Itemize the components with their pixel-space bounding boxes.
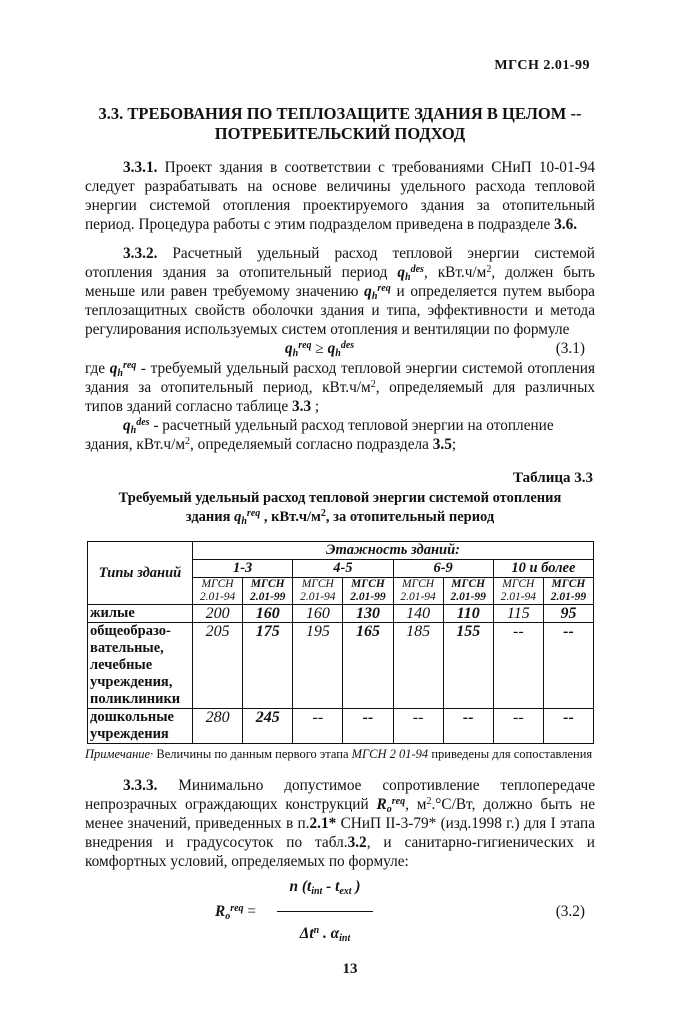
- note-reference: МГСН 2 01-94: [351, 747, 429, 761]
- text-segment: req: [391, 796, 406, 807]
- formula-symbol: q: [285, 340, 293, 357]
- note-text: приведены для сопоставления: [428, 747, 593, 761]
- text-segment: 2.1*: [309, 815, 337, 832]
- note-label: Примечание·: [85, 747, 154, 761]
- norm-header-line: 2.01-94: [199, 591, 236, 603]
- table-cell: 175: [243, 623, 293, 709]
- norm-header-line: МГСН: [502, 578, 535, 590]
- table-cell: 245: [243, 709, 293, 744]
- table-cell: --: [343, 709, 393, 744]
- text-segment: h: [130, 425, 137, 436]
- table-cell: 95: [543, 605, 593, 623]
- formula-subscript: o: [225, 911, 231, 922]
- text-segment: 3.3.3.: [123, 777, 158, 794]
- norm-mgsn-94-header: [393, 578, 443, 605]
- table-caption: [85, 489, 595, 527]
- norm-header-line: МГСН: [451, 578, 486, 590]
- text-segment: Минимально допустимое сопротивление теплопередаче непрозрачных ограждающих конструкций: [85, 777, 595, 813]
- text-segment: 3.3.1.: [123, 159, 158, 176]
- formula-3-1-number: (3.1): [555, 340, 585, 357]
- norm-header-line: 2.01-99: [350, 591, 386, 603]
- section-title: [65, 104, 615, 144]
- building-type: жилые: [88, 605, 193, 623]
- text-segment: ;: [451, 436, 457, 453]
- formula-3-2-number: (3.2): [555, 903, 585, 920]
- formula-symbol: q: [327, 340, 336, 357]
- norm-header-line: МГСН: [402, 578, 435, 590]
- text-segment: .°С/Вт, должно быть не менее значений, приведенных в п.: [85, 796, 595, 832]
- text-segment: 3.2: [347, 834, 367, 851]
- table-row: [88, 623, 594, 709]
- table-cell: --: [543, 709, 593, 744]
- table-row: [88, 605, 594, 623]
- formula-text: ): [351, 878, 361, 895]
- page-number: 13: [342, 961, 358, 977]
- document-page: [85, 0, 595, 994]
- table-cell: 140: [393, 605, 443, 623]
- text-segment: R: [376, 796, 387, 813]
- formula-operator: =: [247, 903, 257, 920]
- table-cell: 205: [193, 623, 243, 709]
- table-caption-line1: Требуемый удельный расход тепловой энергии системой отопления: [118, 490, 562, 506]
- paragraph-3-3-2: [85, 244, 595, 339]
- norm-mgsn-99-header: [543, 578, 593, 605]
- formula-subscript: h: [292, 348, 299, 359]
- norm-header-line: МГСН: [301, 578, 334, 590]
- document-code-header: МГСН 2.01-99: [494, 58, 590, 73]
- text-segment: Расчетный удельный расход тепловой энергии системой отопления здания за отопительный период: [85, 245, 595, 281]
- text-segment: Проект здания в соответствии с требованиями СНиП 10-01-94 следует разрабатывать на основе величины удельного расхода тепловой энергии системой отопления проектируемого здания за отопительный период. Процедура работы с этим подразделом приведена в подразделе: [85, 159, 595, 233]
- text-segment: 3.6.: [554, 216, 578, 233]
- caption-text: , за отопительный период: [325, 509, 495, 525]
- formula-3-2-numerator: [290, 877, 361, 899]
- norm-mgsn-94-header: [293, 578, 343, 605]
- table-cell: 165: [343, 623, 393, 709]
- table-cell: --: [493, 623, 543, 709]
- norm-header-line: 2.01-94: [500, 591, 537, 603]
- row-header: Типы зданий: [88, 542, 193, 605]
- text-segment: 2: [486, 264, 492, 275]
- table-cell: --: [543, 623, 593, 709]
- text-segment: h: [117, 368, 123, 379]
- text-segment: des: [136, 417, 150, 428]
- floor-group: 1-3: [193, 560, 293, 578]
- norm-header-line: 2.01-94: [300, 591, 336, 603]
- formula-symbol: R: [215, 903, 226, 920]
- paragraph-3-3-1: [85, 158, 595, 234]
- text-segment: o: [386, 804, 392, 815]
- formula-subscript: ext: [339, 886, 352, 897]
- table-cell: 110: [443, 605, 493, 623]
- table-row: [88, 709, 594, 744]
- formula-subscript: int: [311, 886, 323, 897]
- group-header: Этажность зданий:: [193, 542, 594, 560]
- text-segment: 3.5: [432, 436, 452, 453]
- text-segment: , м: [405, 796, 427, 813]
- text-segment: q: [364, 283, 372, 300]
- heat-consumption-table: [87, 541, 594, 744]
- text-segment: 3.3: [291, 398, 312, 415]
- formula-text: Δt: [299, 925, 314, 942]
- norm-mgsn-94-header: [493, 578, 543, 605]
- formula-text: n (t: [289, 878, 312, 895]
- text-segment: , кВт.ч/м: [423, 264, 487, 281]
- formula-superscript: des: [340, 340, 355, 351]
- table-caption-line2: [85, 508, 595, 527]
- table-cell: 160: [243, 605, 293, 623]
- formula-subscript: h: [335, 348, 341, 359]
- paragraph-where-qreq: [85, 359, 595, 416]
- text-segment: q: [123, 417, 131, 434]
- text-segment: req: [122, 360, 137, 371]
- table-note: [85, 747, 595, 762]
- table-label: Таблица 3.3: [513, 470, 593, 486]
- text-segment: h: [371, 291, 378, 302]
- caption-text: , кВт.ч/м: [260, 509, 321, 525]
- table-cell: --: [493, 709, 543, 744]
- table-cell: 115: [493, 605, 543, 623]
- norm-header-line: МГСН: [250, 578, 285, 590]
- paragraph-qdes: [85, 416, 595, 454]
- text-segment: ;: [311, 398, 320, 415]
- norm-mgsn-94-header: [193, 578, 243, 605]
- text-segment: , должен быть меньше или равен требуемому значению: [85, 264, 595, 300]
- caption-text: здания: [185, 509, 235, 525]
- text-segment: , определяемый для различных типов зданий согласно таблице: [85, 379, 595, 415]
- text-segment: h: [405, 272, 411, 283]
- text-segment: q: [109, 360, 118, 377]
- formula-3-1-expression: [285, 339, 354, 359]
- formula-operator: ≥: [315, 340, 324, 357]
- formula-3-2: [85, 877, 595, 949]
- norm-mgsn-99-header: [443, 578, 493, 605]
- floor-group: 10 и более: [493, 560, 593, 578]
- table-cell: 155: [443, 623, 493, 709]
- formula-superscript: n: [313, 925, 320, 936]
- caption-symbol: q: [234, 509, 242, 525]
- formula-superscript: req: [298, 340, 312, 351]
- table-cell: --: [443, 709, 493, 744]
- text-segment: , и санитарно-гигиенических и комфортных условий, определяемых по формуле:: [85, 834, 595, 870]
- note-text: Величины по данным первого этапа: [153, 747, 352, 761]
- text-segment: , определяемый согласно подраздела: [190, 436, 433, 453]
- section-title-line1: 3.3. ТРЕБОВАНИЯ ПО ТЕПЛОЗАЩИТЕ ЗДАНИЯ В ЦЕЛОМ --: [98, 104, 582, 123]
- formula-text: . α: [319, 925, 340, 942]
- text-segment: 2: [426, 796, 432, 807]
- norm-header-line: 2.01-99: [550, 591, 587, 603]
- formula-text: - t: [322, 878, 340, 895]
- table-cell: 185: [393, 623, 443, 709]
- building-type: общеобразо-вательные, лечебные учреждения, поликлиники: [88, 623, 193, 709]
- norm-header-line: МГСН: [351, 578, 385, 590]
- caption-superscript: 2: [320, 508, 326, 519]
- text-segment: где: [85, 360, 110, 377]
- text-segment: 2: [370, 379, 376, 390]
- norm-header-line: 2.01-99: [249, 591, 286, 603]
- table-cell: --: [393, 709, 443, 744]
- text-segment: des: [410, 264, 424, 275]
- norm-header-line: 2.01-99: [450, 591, 486, 603]
- formula-3-1: [85, 339, 595, 359]
- table-cell: 200: [193, 605, 243, 623]
- floor-group: 4-5: [293, 560, 393, 578]
- norm-mgsn-99-header: [243, 578, 293, 605]
- formula-superscript: req: [230, 903, 244, 914]
- norm-header-line: МГСН: [201, 578, 234, 590]
- text-segment: 2: [185, 436, 191, 447]
- table-cell: 130: [343, 605, 393, 623]
- floor-group: 6-9: [393, 560, 493, 578]
- fraction-bar: [277, 911, 373, 912]
- formula-3-2-lhs: [215, 902, 256, 922]
- section-title-line2: ПОТРЕБИТЕЛЬСКИЙ ПОДХОД: [214, 124, 466, 143]
- text-segment: 3.3.2.: [123, 245, 158, 262]
- text-segment: и определяется путем выбора теплозащитных свойств оболочки здания и типа, эффективности и метода регулирования используемых систем отопления и вентиляции по формуле: [85, 283, 595, 338]
- formula-3-2-denominator: [300, 924, 350, 944]
- caption-subscript: h: [241, 516, 247, 527]
- table-cell: 195: [293, 623, 343, 709]
- text-segment: СНиП II-3-79* (изд.1998 г.) для I этапа внедрения и градусосуток по табл.: [85, 815, 595, 851]
- caption-superscript: req: [246, 508, 261, 519]
- formula-subscript: int: [339, 933, 351, 944]
- norm-header-line: 2.01-94: [400, 591, 436, 603]
- text-segment: q: [397, 264, 406, 281]
- text-segment: - требуемый удельный расход тепловой энергии системой отопления здания за отопительный период, кВт.ч/м: [85, 360, 595, 396]
- table-cell: 280: [193, 709, 243, 744]
- norm-mgsn-99-header: [343, 578, 393, 605]
- text-segment: req: [377, 283, 391, 294]
- norm-header-line: МГСН: [551, 578, 586, 590]
- table-cell: 160: [293, 605, 343, 623]
- formula-3-2-fraction: [275, 877, 375, 944]
- text-segment: - расчетный удельный расход тепловой энергии на отопление здания, кВт.ч/м: [85, 417, 554, 453]
- table-cell: --: [293, 709, 343, 744]
- building-type: дошкольные учреждения: [88, 709, 193, 744]
- paragraph-3-3-3: [85, 776, 595, 871]
